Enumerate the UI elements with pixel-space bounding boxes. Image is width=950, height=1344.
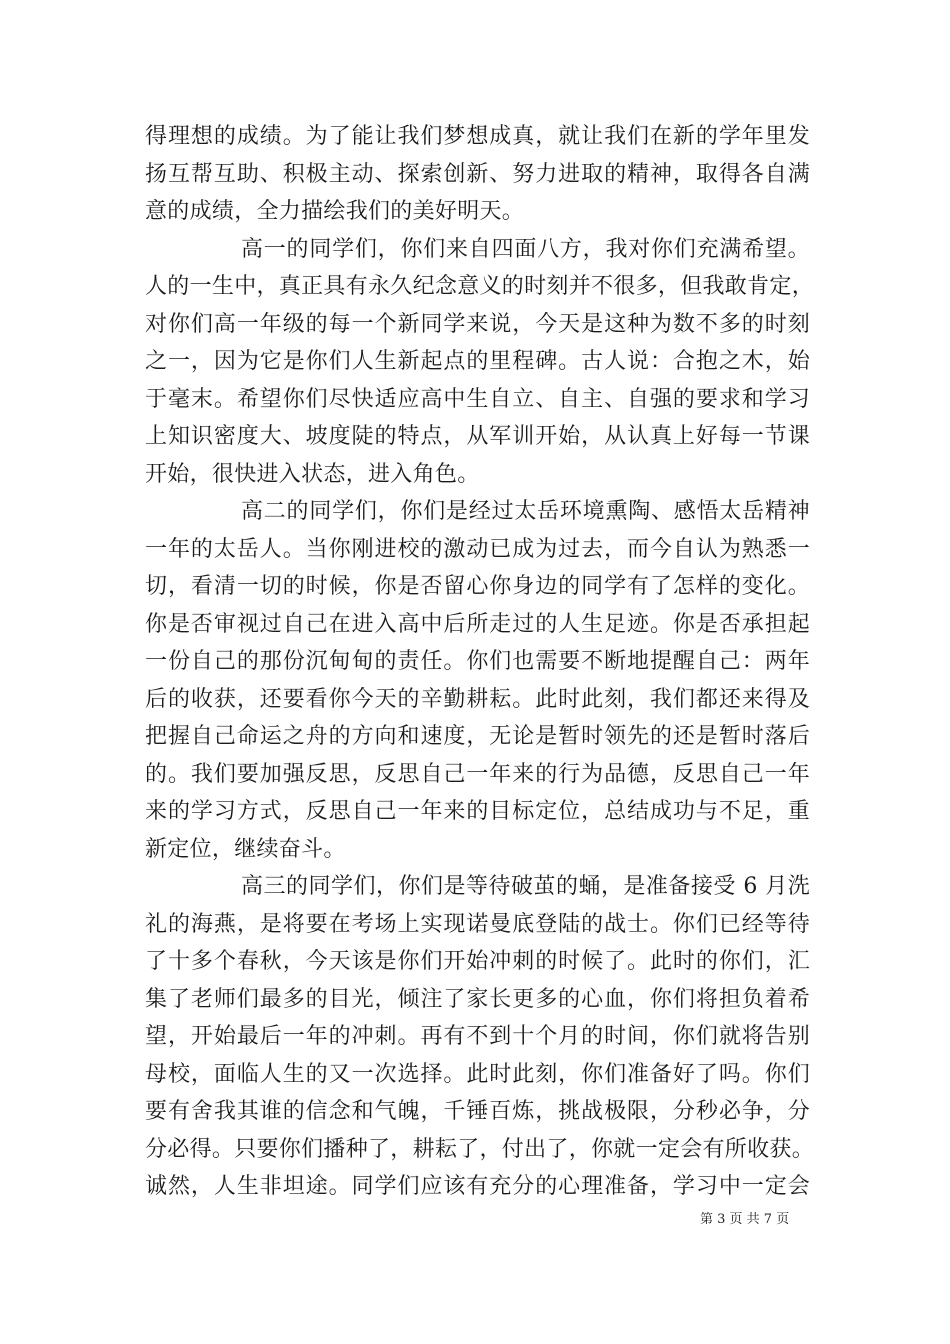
text-line: 得理想的成绩。为了能让我们梦想成真，就让我们在新的学年里发	[145, 124, 810, 149]
text-line: 要有舍我其谁的信念和气魄，千锤百炼，挑战极限，分秒必争，分	[145, 1099, 810, 1124]
page-number-footer: 第 3 页 共 7 页	[700, 1212, 790, 1227]
paragraph-intro-continuation	[145, 118, 810, 231]
text-line: 了十多个春秋，今天该是你们开始冲刺的时候了。此时的你们，汇	[145, 949, 810, 974]
paragraph-grade-two	[145, 493, 810, 868]
text-line: 一年的太岳人。当你刚进校的激动已成为过去，而今自认为熟悉一	[145, 536, 810, 562]
document-body	[145, 118, 815, 1206]
paragraph-grade-three	[145, 868, 815, 1206]
text-line: 人的一生中，真正具有永久纪念意义的时刻并不很多，但我敢肯定，	[145, 274, 815, 299]
text-line: 把握自己命运之舟的方向和速度，无论是暂时领先的还是暂时落后	[145, 724, 810, 749]
text-line: 新定位，继续奋斗。	[145, 836, 346, 862]
text-line: 上知识密度大、坡度陡的特点，从军训开始，从认真上好每一节课	[145, 424, 810, 449]
text-line: 的。我们要加强反思，反思自己一年来的行为品德，反思自己一年	[145, 761, 810, 787]
text-line: 高一的同学们，你们来自四面八方，我对你们充满希望。	[241, 236, 810, 262]
text-line: 望，开始最后一年的冲刺。再有不到十个月的时间，你们就将告别	[145, 1024, 810, 1049]
text-line: 开始，很快进入状态，进入角色。	[145, 461, 480, 487]
text-line: 集了老师们最多的目光，倾注了家长更多的心血，你们将担负着希	[145, 986, 810, 1012]
text-line: 来的学习方式，反思自己一年来的目标定位，总结成功与不足，重	[145, 799, 810, 824]
text-line: 你是否审视过自己在进入高中后所走过的人生足迹。你是否承担起	[145, 611, 810, 637]
text-line: 分必得。只要你们播种了，耕耘了，付出了，你就一定会有所收获。	[145, 1136, 815, 1162]
text-line: 诚然，人生非坦途。同学们应该有充分的心理准备，学习中一定会	[145, 1174, 810, 1199]
text-line: 扬互帮互助、积极主动、探索创新、努力进取的精神，取得各自满	[145, 161, 810, 187]
text-line: 于毫末。希望你们尽快适应高中生自立、自主、自强的要求和学习	[145, 386, 810, 412]
text-line: 高二的同学们，你们是经过太岳环境熏陶、感悟太岳精神	[241, 499, 810, 524]
text-line: 礼的海燕，是将要在考场上实现诺曼底登陆的战士。你们已经等待	[145, 911, 810, 937]
text-line: 高三的同学们，你们是等待破茧的蛹，是准备接受 6 月洗	[241, 874, 810, 899]
text-line: 对你们高一年级的每一个新同学来说，今天是这种为数不多的时刻	[145, 311, 810, 337]
text-line: 一份自己的那份沉甸甸的责任。你们也需要不断地提醒自己：两年	[145, 649, 810, 674]
text-line: 后的收获，还要看你今天的辛勤耕耘。此时此刻，我们都还来得及	[145, 686, 810, 712]
text-line: 之一，因为它是你们人生新起点的里程碑。古人说：合抱之木，始	[145, 349, 810, 374]
paragraph-grade-one	[145, 231, 815, 494]
text-line: 意的成绩，全力描绘我们的美好明天。	[145, 199, 525, 224]
text-line: 切，看清一切的时候，你是否留心你身边的同学有了怎样的变化。	[145, 574, 810, 599]
text-line: 母校，面临人生的又一次选择。此时此刻，你们准备好了吗。你们	[145, 1061, 810, 1087]
